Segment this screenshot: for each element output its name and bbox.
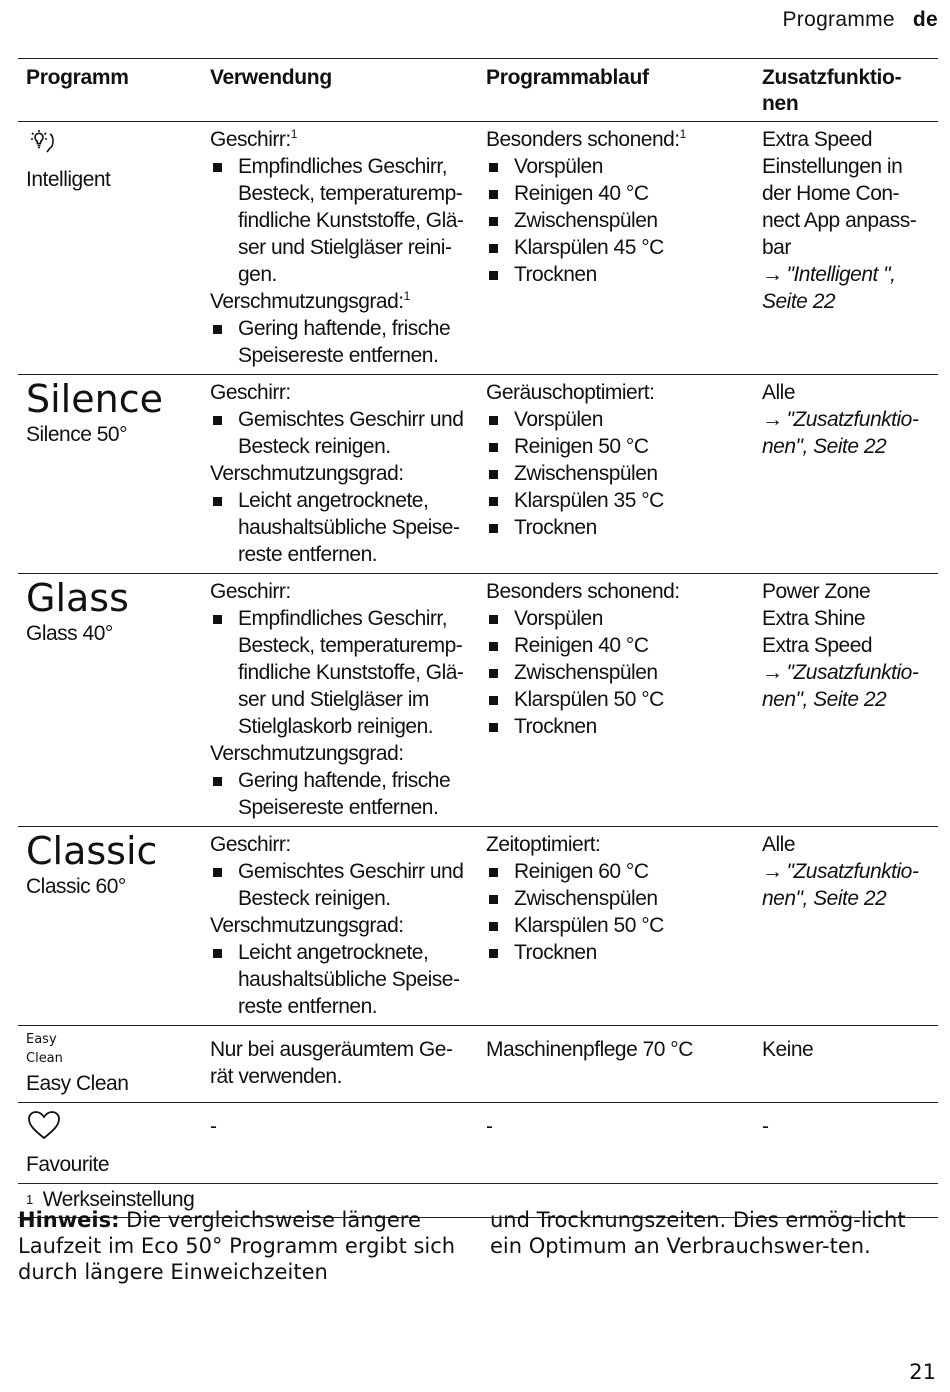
extras-cell [754,574,938,827]
header-program: Programm [18,59,202,122]
list-item: Vorspülen [486,605,746,632]
list-item: Leicht angetrocknete, haushaltsübliche Speise-reste entfernen. [210,939,470,1020]
page-reference[interactable]: → "Zusatzfunktio-nen", Seite 22 [762,408,919,458]
footnote-mark: 1 [26,1192,33,1207]
table-row [18,574,938,827]
language-tag: de [912,8,938,31]
usage-list [210,406,470,460]
usage-label: Geschirr:$^1$ [210,127,297,151]
list-item: Zwischenspülen [486,460,746,487]
arrow-right-icon: → [762,263,783,286]
list-item: Gemischtes Geschirr und Besteck reinigen. [210,406,470,460]
list-item: Zwischenspülen [486,885,746,912]
flow-text: Maschinenpflege 70 °C [486,1038,693,1061]
program-cell [18,1026,202,1103]
program-cell [18,574,202,827]
flow-label: Besonders schonend: [486,580,680,603]
page-reference[interactable]: → "Zusatzfunktio-nen", Seite 22 [762,860,919,910]
program-cell [18,122,202,375]
list-item: Trocknen [486,514,746,541]
list-item: Klarspülen 45 °C [486,234,746,261]
extras-text: Keine [762,1038,814,1061]
list-item: Reinigen 50 °C [486,433,746,460]
extras-cell [754,122,938,375]
flow-label: Geräuschoptimiert: [486,381,655,404]
page-header [782,8,938,32]
list-item: Empfindliches Geschirr, Besteck, temperaturemp-findliche Kunststoffe, Glä-ser und Stielgläser im Stielglaskorb reinigen. [210,605,470,740]
program-name: Silence 50° [26,423,127,446]
program-table [18,58,938,1218]
usage-cell [202,1026,478,1103]
program-name: Favourite [26,1153,110,1176]
table-row [18,827,938,1026]
usage-list [210,153,470,288]
flow-list [486,153,746,288]
usage-list [210,858,470,912]
program-name: Glass 40° [26,622,113,645]
usage-label: Geschirr: [210,381,291,404]
note-text-left: Die vergleichsweise längere Laufzeit im Eco 50° Programm ergibt sich durch längere Einweichzeiten [18,1208,456,1284]
list-item: Klarspülen 35 °C [486,487,746,514]
extras-cell [754,827,938,1026]
table-row [18,1103,938,1184]
flow-cell [478,827,754,1026]
arrow-right-icon: → [762,661,783,684]
usage-label: Geschirr: [210,580,291,603]
section-title: Programme [782,8,895,31]
glass-program-icon: Glass [26,576,129,620]
flow-list [486,406,746,541]
program-name: Easy Clean [26,1072,129,1095]
flow-cell [478,1103,754,1184]
note-label: Hinweis: [18,1208,120,1232]
usage-cell [202,1103,478,1184]
soil-label: Verschmutzungsgrad: [210,914,404,937]
list-item: Vorspülen [486,406,746,433]
soil-label: Verschmutzungsgrad:$^1$ [210,289,410,313]
list-item: Trocknen [486,939,746,966]
header-usage: Verwendung [202,59,478,122]
table-row [18,122,938,375]
note-left-column [18,1207,458,1285]
usage-cell [202,827,478,1026]
list-item: Empfindliches Geschirr, Besteck, temperaturemp-findliche Kunststoffe, Glä-ser und Stielgläser reini-gen. [210,153,470,288]
arrow-right-icon: → [762,408,783,431]
extras-text: Alle [762,381,796,404]
usage-cell [202,122,478,375]
flow-label: Zeitoptimiert: [486,833,601,856]
soil-label: Verschmutzungsgrad: [210,462,404,485]
bulb-icon [26,128,60,156]
table-header-row [18,59,938,122]
flow-text: - [486,1115,493,1138]
footnote-text: Werkseinstellung [42,1188,195,1211]
extras-text: Alle [762,833,796,856]
program-cell [18,1103,202,1184]
classic-program-icon: Classic [26,829,158,873]
extras-cell [754,375,938,574]
flow-list [486,605,746,740]
usage-text: Nur bei ausgeräumtem Ge-rät verwenden. [210,1038,453,1088]
program-cell [18,827,202,1026]
usage-text: - [210,1115,217,1138]
usage-list [210,605,470,740]
soil-list [210,487,470,568]
list-item: Reinigen 60 °C [486,858,746,885]
extras-cell [754,1026,938,1103]
page-number: 21 [909,1360,936,1384]
arrow-right-icon: → [762,860,783,883]
silence-program-icon: Silence [26,377,163,421]
list-item: Gering haftende, frische Speisereste entfernen. [210,767,470,821]
extras-text: - [762,1115,769,1138]
soil-list [210,315,470,369]
program-name: Intelligent [26,168,111,191]
list-item: Leicht angetrocknete, haushaltsübliche Speise-reste entfernen. [210,487,470,568]
list-item: Klarspülen 50 °C [486,686,746,713]
flow-cell [478,375,754,574]
easy-clean-program-icon: Easy Clean [26,1032,63,1066]
list-item: Vorspülen [486,153,746,180]
program-cell [18,375,202,574]
list-item: Reinigen 40 °C [486,632,746,659]
table-row [18,1026,938,1103]
list-item: Zwischenspülen [486,659,746,686]
list-item: Gering haftende, frische Speisereste entfernen. [210,315,470,369]
header-extras: Zusatzfunktio- nen [754,59,938,122]
note-block [18,1207,930,1285]
heart-icon [26,1109,62,1141]
list-item: Klarspülen 50 °C [486,912,746,939]
flow-label: Besonders schonend:$^1$ [486,127,686,151]
header-flow: Programmablauf [478,59,754,122]
soil-list [210,939,470,1020]
extras-text: Power Zone Extra Shine Extra Speed [762,580,873,657]
usage-cell [202,574,478,827]
flow-cell [478,574,754,827]
usage-label: Geschirr: [210,833,291,856]
flow-cell [478,122,754,375]
extras-cell [754,1103,938,1184]
page-reference[interactable]: → "Intelligent ", Seite 22 [762,263,896,313]
program-name: Classic 60° [26,875,126,898]
list-item: Gemischtes Geschirr und Besteck reinigen. [210,858,470,912]
soil-list [210,767,470,821]
table-row [18,375,938,574]
flow-list [486,858,746,966]
list-item: Trocknen [486,261,746,288]
note-right-column: und Trocknungszeiten. Dies ermög-licht ein Optimum an Verbrauchswer-ten. [490,1208,906,1258]
list-item: Trocknen [486,713,746,740]
usage-cell [202,375,478,574]
page-reference[interactable]: → "Zusatzfunktio-nen", Seite 22 [762,661,919,711]
soil-label: Verschmutzungsgrad: [210,742,404,765]
list-item: Reinigen 40 °C [486,180,746,207]
extras-text: Extra Speed Einstellungen in der Home Con-nect App anpass-bar [762,128,917,259]
list-item: Zwischenspülen [486,207,746,234]
flow-cell [478,1026,754,1103]
